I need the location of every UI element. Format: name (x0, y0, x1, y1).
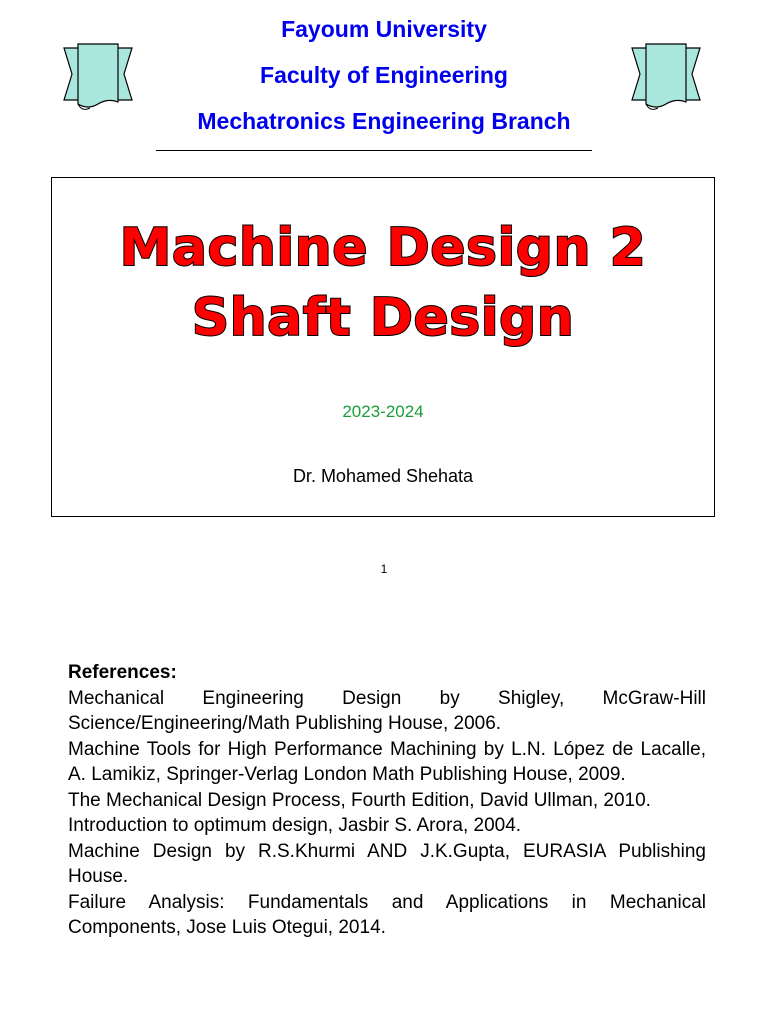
page-number: 1 (380, 562, 388, 576)
faculty-name: Faculty of Engineering (260, 62, 508, 88)
reference-item: Mechanical Engineering Design by Shigley, McGraw-Hill Science/Engineering/Math Publishing House, 2006. (68, 687, 706, 734)
academic-year: 2023-2024 (342, 402, 424, 421)
topic-title: Shaft Design (191, 288, 575, 348)
author-name: Dr. Mohamed Shehata (292, 466, 474, 486)
university-name: Fayoum University (281, 16, 487, 42)
references-heading: References: (68, 662, 177, 683)
document-header (0, 14, 768, 152)
header-divider (156, 150, 592, 151)
reference-item: Machine Tools for High Performance Machining by L.N. López de Lacalle, A. Lamikiz, Springer-Verlag London Math Publishing House, 2009. (68, 738, 706, 785)
references-section (68, 660, 706, 941)
reference-item: Introduction to optimum design, Jasbir S. Arora, 2004. (68, 815, 522, 836)
branch-name: Mechatronics Engineering Branch (197, 108, 571, 134)
title-box (51, 177, 715, 517)
reference-item: Machine Design by R.S.Khurmi AND J.K.Gupta, EURASIA Publishing House. (68, 840, 706, 887)
course-title: Machine Design 2 (119, 218, 647, 278)
reference-item: Failure Analysis: Fundamentals and Applications in Mechanical Components, Jose Luis Otegui, 2014. (68, 891, 706, 938)
reference-item: The Mechanical Design Process, Fourth Edition, David Ullman, 2010. (68, 789, 651, 811)
